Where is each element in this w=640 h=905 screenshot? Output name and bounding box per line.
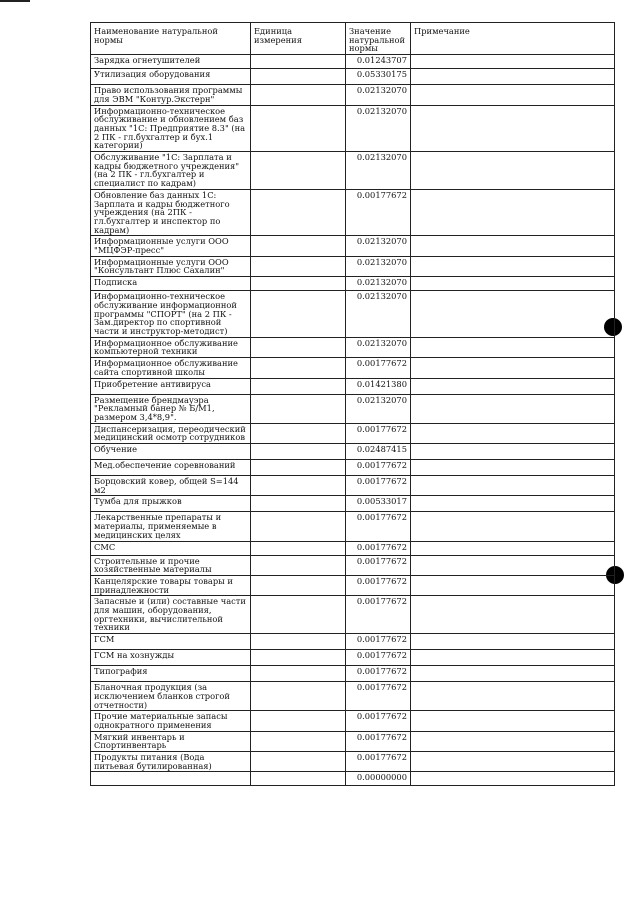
row-value: 0.02132070 (346, 236, 411, 256)
row-value: 0.00533017 (346, 496, 411, 512)
row-name: ГСМ на хознужды (91, 650, 251, 666)
row-name: Информационное обслуживание компьютерной техники (91, 337, 251, 357)
table-row (91, 291, 615, 338)
row-name: Бланочная продукция (за исключением бланков строгой отчетности) (91, 682, 251, 711)
row-unit (251, 277, 346, 291)
table-row (91, 575, 615, 595)
row-name: Строительные и прочие хозяйственные материалы (91, 555, 251, 575)
row-value: 0.02132070 (346, 152, 411, 190)
row-value: 0.00177672 (346, 512, 411, 541)
row-name: Мягкий инвентарь и Спортинвентарь (91, 731, 251, 751)
table-row (91, 236, 615, 256)
row-name: Приобретение антивируса (91, 378, 251, 394)
row-name: Право использования программы для ЭВМ "Контур.Экстерн" (91, 85, 251, 105)
table-header-row (91, 23, 615, 55)
row-unit (251, 634, 346, 650)
row-value: 0.02132070 (346, 394, 411, 423)
row-note (411, 69, 615, 85)
row-value: 0.02132070 (346, 277, 411, 291)
row-note (411, 189, 615, 236)
row-note (411, 55, 615, 69)
header-unit: Единица измерения (251, 23, 346, 55)
row-value: 0.00177672 (346, 650, 411, 666)
row-value: 0.00177672 (346, 555, 411, 575)
row-unit (251, 555, 346, 575)
row-name: ГСМ (91, 634, 251, 650)
row-value: 0.02132070 (346, 85, 411, 105)
table-row (91, 541, 615, 555)
row-note (411, 256, 615, 276)
row-unit (251, 55, 346, 69)
table-row (91, 596, 615, 634)
row-note (411, 358, 615, 378)
row-note (411, 85, 615, 105)
row-value: 0.00177672 (346, 189, 411, 236)
row-note (411, 152, 615, 190)
row-value: 0.00177672 (346, 752, 411, 772)
row-unit (251, 152, 346, 190)
row-value: 0.00177672 (346, 682, 411, 711)
row-value: 0.00177672 (346, 596, 411, 634)
row-note (411, 394, 615, 423)
row-value: 0.00177672 (346, 423, 411, 443)
row-unit (251, 752, 346, 772)
row-note (411, 666, 615, 682)
row-unit (251, 291, 346, 338)
row-value: 0.00177672 (346, 634, 411, 650)
table-row (91, 666, 615, 682)
row-name: СМС (91, 541, 251, 555)
table-row (91, 634, 615, 650)
row-note (411, 731, 615, 751)
row-note (411, 291, 615, 338)
row-unit (251, 444, 346, 460)
row-value: 0.00177672 (346, 476, 411, 496)
table-row (91, 711, 615, 731)
row-unit (251, 476, 346, 496)
table-row (91, 496, 615, 512)
row-unit (251, 650, 346, 666)
table-row (91, 337, 615, 357)
row-note (411, 105, 615, 152)
table-row (91, 55, 615, 69)
row-note (411, 596, 615, 634)
table-row (91, 394, 615, 423)
row-unit (251, 711, 346, 731)
row-unit (251, 85, 346, 105)
table-row (91, 476, 615, 496)
row-unit (251, 512, 346, 541)
row-value: 0.00177672 (346, 575, 411, 595)
row-note (411, 512, 615, 541)
row-unit (251, 69, 346, 85)
row-name: Подписка (91, 277, 251, 291)
row-unit (251, 596, 346, 634)
row-unit (251, 256, 346, 276)
row-note (411, 460, 615, 476)
row-name: Мед.обеспечение соревнований (91, 460, 251, 476)
row-name: Обучение (91, 444, 251, 460)
row-name: Обслуживание "1С: Зарплата и кадры бюджетного учреждения" (на 2 ПК - гл.бухгалтер и специалист по кадрам) (91, 152, 251, 190)
row-value: 0.00177672 (346, 711, 411, 731)
row-note (411, 277, 615, 291)
row-unit (251, 731, 346, 751)
table-row (91, 512, 615, 541)
row-note (411, 682, 615, 711)
row-note (411, 650, 615, 666)
table-row (91, 423, 615, 443)
row-note (411, 476, 615, 496)
header-note: Примечание (411, 23, 615, 55)
table-row (91, 444, 615, 460)
page-corner-mark (0, 0, 30, 2)
table-row (91, 752, 615, 772)
row-value: 0.02487415 (346, 444, 411, 460)
row-value: 0.00177672 (346, 731, 411, 751)
table-row (91, 256, 615, 276)
table-row (91, 69, 615, 85)
row-note (411, 541, 615, 555)
row-note (411, 575, 615, 595)
row-unit (251, 236, 346, 256)
row-value: 0.00177672 (346, 460, 411, 476)
row-value: 0.01421380 (346, 378, 411, 394)
row-note (411, 337, 615, 357)
row-value: 0.05330175 (346, 69, 411, 85)
row-note (411, 772, 615, 786)
row-unit (251, 105, 346, 152)
table-row (91, 378, 615, 394)
row-note (411, 444, 615, 460)
row-name: Прочие материальные запасы однократного применения (91, 711, 251, 731)
row-value: 0.02132070 (346, 337, 411, 357)
row-value: 0.00177672 (346, 358, 411, 378)
row-value: 0.00177672 (346, 541, 411, 555)
header-value: Значение натуральной нормы (346, 23, 411, 55)
row-name: Информационно-техническое обслуживание информационной программы "СПОРТ" (на 2 ПК - Зам.директор по спортивной части и инструктор-методист) (91, 291, 251, 338)
row-name: Размещение брендмауэра "Рекламный банер № Б/М1, размером 3,4*8,9". (91, 394, 251, 423)
table-row (91, 105, 615, 152)
row-name: Типография (91, 666, 251, 682)
row-note (411, 555, 615, 575)
row-unit (251, 682, 346, 711)
norms-table (90, 22, 615, 786)
row-name: Обновление баз данных 1С: Зарплата и кадры бюджетного учреждения (на 2ПК - гл.бухгалтер и инспектор по кадрам) (91, 189, 251, 236)
row-value: 0.00177672 (346, 666, 411, 682)
row-name: Тумба для прыжков (91, 496, 251, 512)
row-unit (251, 189, 346, 236)
row-note (411, 752, 615, 772)
table-row (91, 731, 615, 751)
row-unit (251, 394, 346, 423)
row-unit (251, 541, 346, 555)
row-note (411, 496, 615, 512)
row-name: Зарядка огнетушителей (91, 55, 251, 69)
row-name: Борцовский ковер, общей S=144 м2 (91, 476, 251, 496)
row-unit (251, 378, 346, 394)
table-row (91, 682, 615, 711)
row-unit (251, 337, 346, 357)
row-value: 0.02132070 (346, 105, 411, 152)
row-note (411, 236, 615, 256)
row-unit (251, 460, 346, 476)
table-row (91, 85, 615, 105)
table-row (91, 772, 615, 786)
table-row (91, 152, 615, 190)
row-unit (251, 772, 346, 786)
table-row (91, 189, 615, 236)
row-name: Информационные услуги ООО "МЦФЭР-пресс" (91, 236, 251, 256)
row-name: Канцелярские товары товары и принадлежности (91, 575, 251, 595)
row-note (411, 423, 615, 443)
table-row (91, 460, 615, 476)
row-value: 0.00000000 (346, 772, 411, 786)
row-name: Продукты питания (Вода питьевая бутилированная) (91, 752, 251, 772)
row-name: Информационное обслуживание сайта спортивной школы (91, 358, 251, 378)
row-note (411, 634, 615, 650)
table-row (91, 277, 615, 291)
row-unit (251, 666, 346, 682)
row-name: Диспансеризация, переодический медицинский осмотр сотрудников (91, 423, 251, 443)
row-value: 0.02132070 (346, 256, 411, 276)
row-name: Информационные услуги ООО "Консультант Плюс Сахалин" (91, 256, 251, 276)
row-value: 0.02132070 (346, 291, 411, 338)
row-note (411, 378, 615, 394)
row-name: Утилизация оборудования (91, 69, 251, 85)
header-name: Наименование натуральной нормы (91, 23, 251, 55)
row-unit (251, 423, 346, 443)
table-row (91, 555, 615, 575)
row-name: Информационно-техническое обслуживание и обновлением баз данных "1С: Предприятие 8.3" (на 2 ПК - гл.бухгалтер и бух.1 категории) (91, 105, 251, 152)
row-value: 0.01243707 (346, 55, 411, 69)
row-unit (251, 358, 346, 378)
row-name: Запасные и (или) составные части для машин, оборудования, оргтехники, вычислительной техники (91, 596, 251, 634)
row-name: Лекарственные препараты и материалы, применяемые в медицинских целях (91, 512, 251, 541)
row-unit (251, 575, 346, 595)
row-note (411, 711, 615, 731)
row-unit (251, 496, 346, 512)
row-name (91, 772, 251, 786)
table-row (91, 650, 615, 666)
table-row (91, 358, 615, 378)
